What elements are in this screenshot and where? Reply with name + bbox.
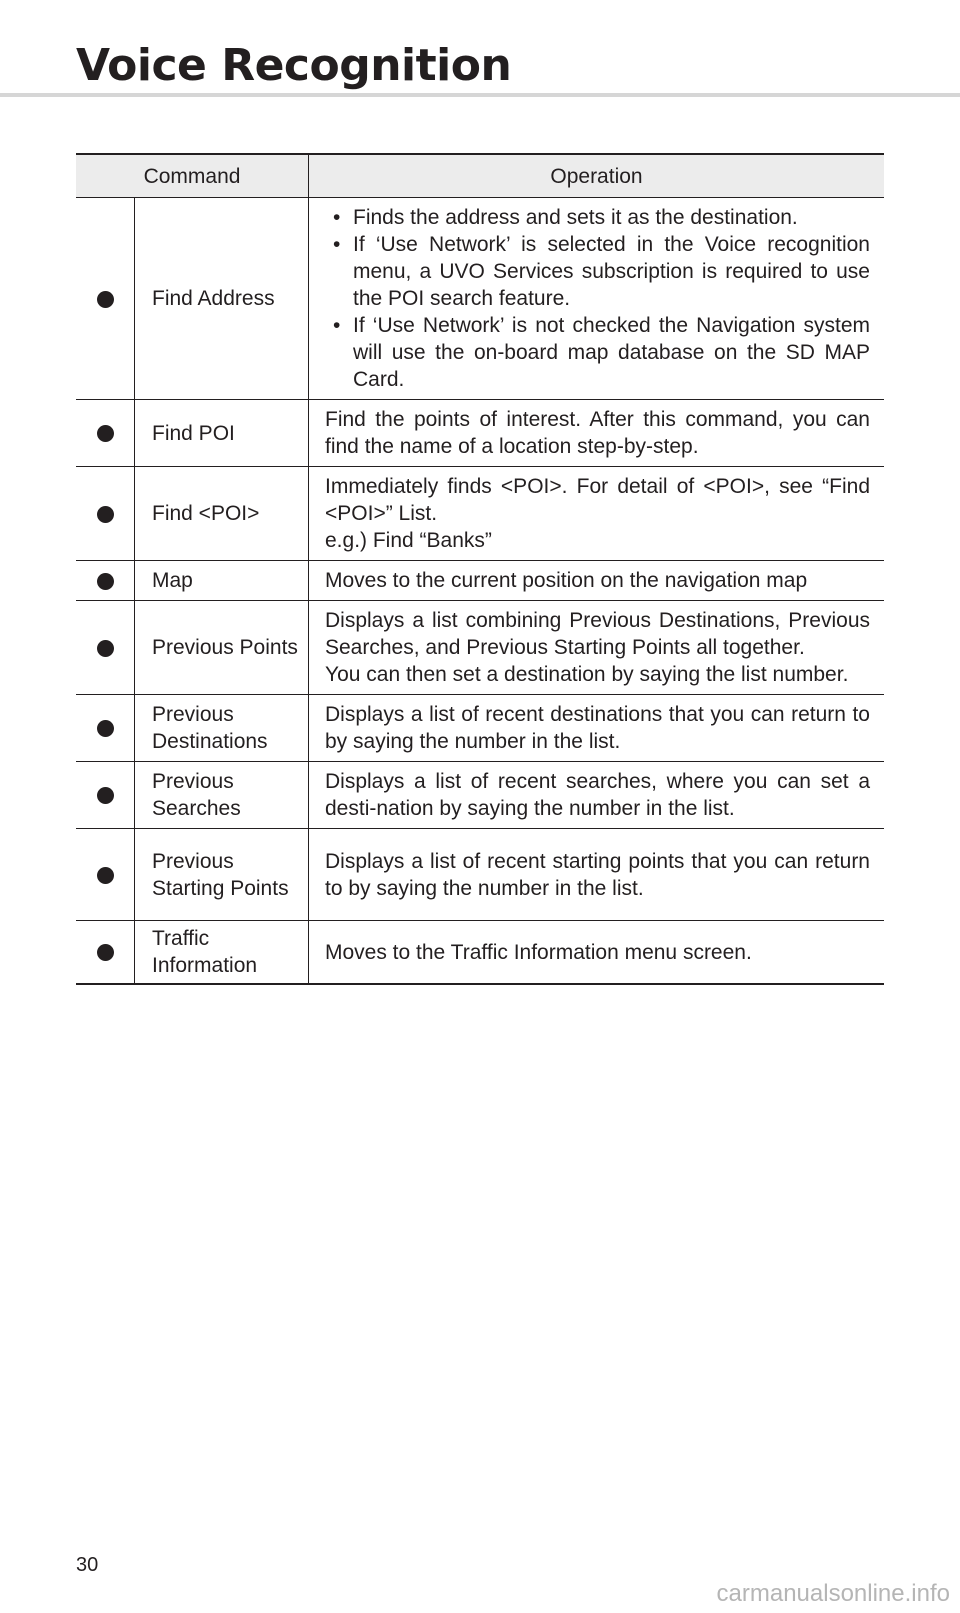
- table-row: [76, 695, 884, 762]
- bullet-dot-icon: [97, 787, 114, 804]
- operation-text: [309, 198, 885, 400]
- bullet-dot-icon: [97, 867, 114, 884]
- operation-bullet: • If ‘Use Network’ is not checked the Navigation system will use the on-board map database on the SD MAP Card.: [325, 312, 870, 393]
- operation-line: You can then set a destination by saying the list number.: [325, 663, 849, 686]
- operation-line: Moves to the current position on the navigation map: [325, 569, 808, 592]
- command-name: Map: [135, 561, 309, 601]
- table-row: [76, 829, 884, 921]
- operation-text: [309, 921, 885, 985]
- command-name: Previous Destinations: [135, 695, 309, 762]
- operation-line: Displays a list of recent starting points that you can return to by saying the number in the list.: [325, 849, 870, 900]
- operation-line: Displays a list combining Previous Destinations, Previous Searches, and Previous Starting Points all together.: [325, 609, 870, 659]
- operation-line: Find the points of interest. After this command, you can find the name of a location step-by-step.: [325, 408, 870, 458]
- operation-text: [309, 561, 885, 601]
- bullet-dot-icon: [97, 506, 114, 523]
- operation-text: [309, 400, 885, 467]
- command-name: Find <POI>: [135, 467, 309, 561]
- bullet-dot-icon: [97, 291, 114, 308]
- operation-line: Displays a list of recent destinations that you can return to by saying the number in the list.: [325, 703, 870, 753]
- bullet-dot-icon: [97, 944, 114, 961]
- page-title: Voice Recognition: [76, 40, 512, 91]
- bullet-dot-icon: [97, 573, 114, 590]
- title-divider: [0, 93, 960, 97]
- table-row: [76, 601, 884, 695]
- operation-line: Moves to the Traffic Information menu screen.: [325, 940, 752, 964]
- operation-bullet: • Finds the address and sets it as the destination.: [325, 204, 870, 231]
- command-name: Find POI: [135, 400, 309, 467]
- table-row: [76, 400, 884, 467]
- bullet-dot-icon: [97, 720, 114, 737]
- bullet-dot-icon: [97, 425, 114, 442]
- command-name: Find Address: [135, 198, 309, 400]
- operation-line: Displays a list of recent searches, where you can set a desti-nation by saying the number in the list.: [325, 770, 870, 820]
- bullet-dot-icon: [97, 640, 114, 657]
- table-row: [76, 921, 884, 985]
- command-name: Traffic Information: [135, 921, 309, 985]
- command-name: Previous Starting Points: [135, 829, 309, 921]
- operation-text: [309, 762, 885, 829]
- table-row: [76, 561, 884, 601]
- operation-line: Immediately finds <POI>. For detail of <POI>, see “Find <POI>” List.: [325, 475, 870, 525]
- command-name: Previous Searches: [135, 762, 309, 829]
- operation-text: [309, 467, 885, 561]
- header-operation: Operation: [309, 154, 885, 198]
- operation-text: [309, 695, 885, 762]
- table-row: [76, 762, 884, 829]
- table-header-row: [76, 154, 884, 198]
- header-command: Command: [76, 154, 309, 198]
- table-row: [76, 467, 884, 561]
- watermark: carmanualsonline.info: [716, 1580, 950, 1607]
- voice-command-table: [76, 153, 884, 985]
- operation-line: e.g.) Find “Banks”: [325, 529, 492, 552]
- operation-text: [309, 829, 885, 921]
- operation-bullet: • If ‘Use Network’ is selected in the Voice recognition menu, a UVO Services subscription is required to use the POI search feature.: [325, 231, 870, 312]
- page-number: 30: [76, 1554, 99, 1576]
- command-name: Previous Points: [135, 601, 309, 695]
- operation-text: [309, 601, 885, 695]
- table-row: [76, 198, 884, 400]
